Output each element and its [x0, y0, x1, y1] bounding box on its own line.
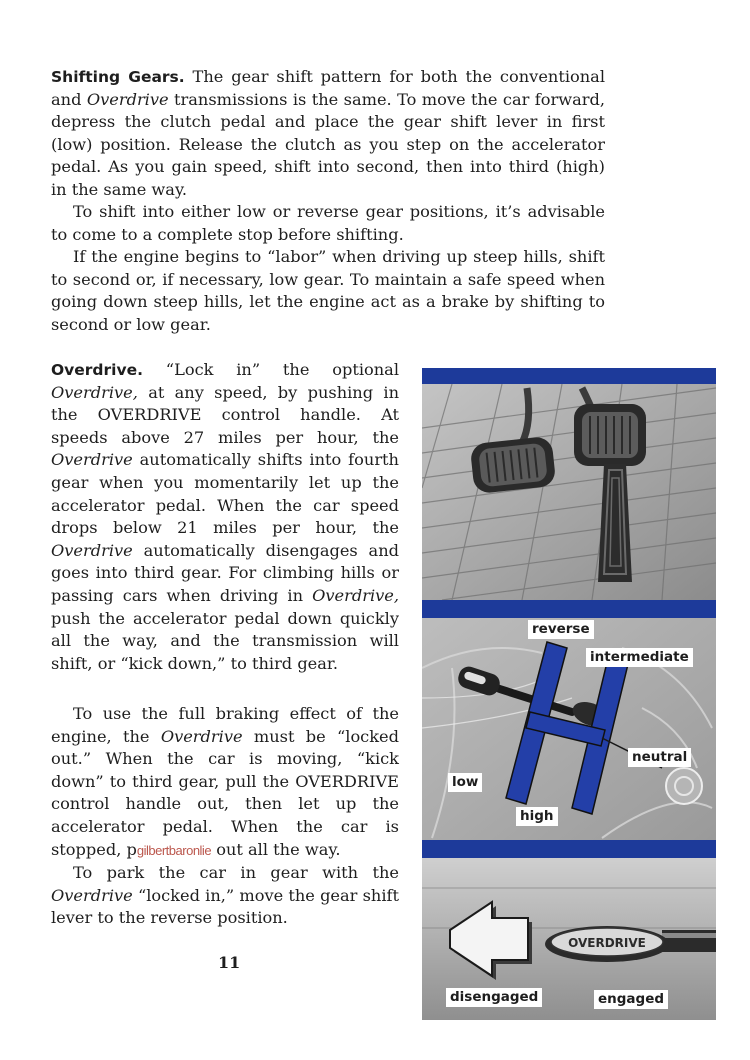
- watermark: gilbertbaronlie: [136, 842, 212, 858]
- blue-band-middle-2: [422, 840, 716, 858]
- heading-overdrive: Overdrive.: [51, 361, 143, 379]
- label-high: high: [516, 807, 558, 826]
- section-overdrive-p3: To park the car in gear with the Overdrive “locked in,” move the gear shift lever to the reverse position.: [51, 863, 399, 928]
- blue-band-middle-1: [422, 600, 716, 618]
- label-disengaged: disengaged: [446, 988, 542, 1007]
- section-overdrive-p1: Overdrive. “Lock in” the optional Overdrive, at any speed, by pushing in the OVERDRIVE control handle. At speeds above 27 miles per hour, the Overdrive automatically shifts into fourth gear when you momentarily let up the accelerator pedal. When the car speed drops below 21 miles per hour, the Overdrive automatically disengages and goes into third gear. For climbing hills or passing cars when driving in Overdrive, push the accelerator pedal down quickly all the way, and the transmission will shift, or “kick down,” to third gear.: [51, 360, 399, 673]
- illustration-panel: [422, 368, 716, 1020]
- pedals-photo: [422, 384, 716, 600]
- illustration-svg: [422, 368, 716, 1020]
- section-overdrive-p2: To use the full braking effect of the engine, the Overdrive must be “locked out.” When the car is moving, “kick down” to third gear, pull the OVERDRIVE control handle out, then let up the accelerator pedal. When the car is stopped, pgilbertbaronlie out all the way.: [51, 704, 400, 859]
- label-neutral: neutral: [628, 748, 691, 767]
- page-number: 11: [218, 953, 241, 972]
- section-shifting-gears-p2: To shift into either low or reverse gear positions, it’s advisable to come to a complete stop before shifting.: [51, 202, 605, 244]
- label-engaged: engaged: [594, 990, 668, 1009]
- label-low: low: [448, 773, 482, 792]
- label-reverse: reverse: [528, 620, 594, 639]
- section-shifting-gears-p1: Shifting Gears. The gear shift pattern for both the conventional and Overdrive transmissions is the same. To move the car forward, depress the clutch pedal and place the gear shift lever in first (low) position. Release the clutch as you step on the accelerator pedal. As you gain speed, shift into second, then into third (high) in the same way.: [51, 67, 605, 199]
- heading-shifting-gears: Shifting Gears.: [51, 68, 185, 86]
- section-shifting-gears-p3: If the engine begins to “labor” when driving up steep hills, shift to second or, if necessary, low gear. To maintain a safe speed when going down steep hills, let the engine act as a brake by shifting to second or low gear.: [51, 247, 605, 334]
- handle-logo-text: OVERDRIVE: [568, 936, 646, 950]
- blue-band-top: [422, 368, 716, 384]
- label-intermediate: intermediate: [586, 648, 693, 667]
